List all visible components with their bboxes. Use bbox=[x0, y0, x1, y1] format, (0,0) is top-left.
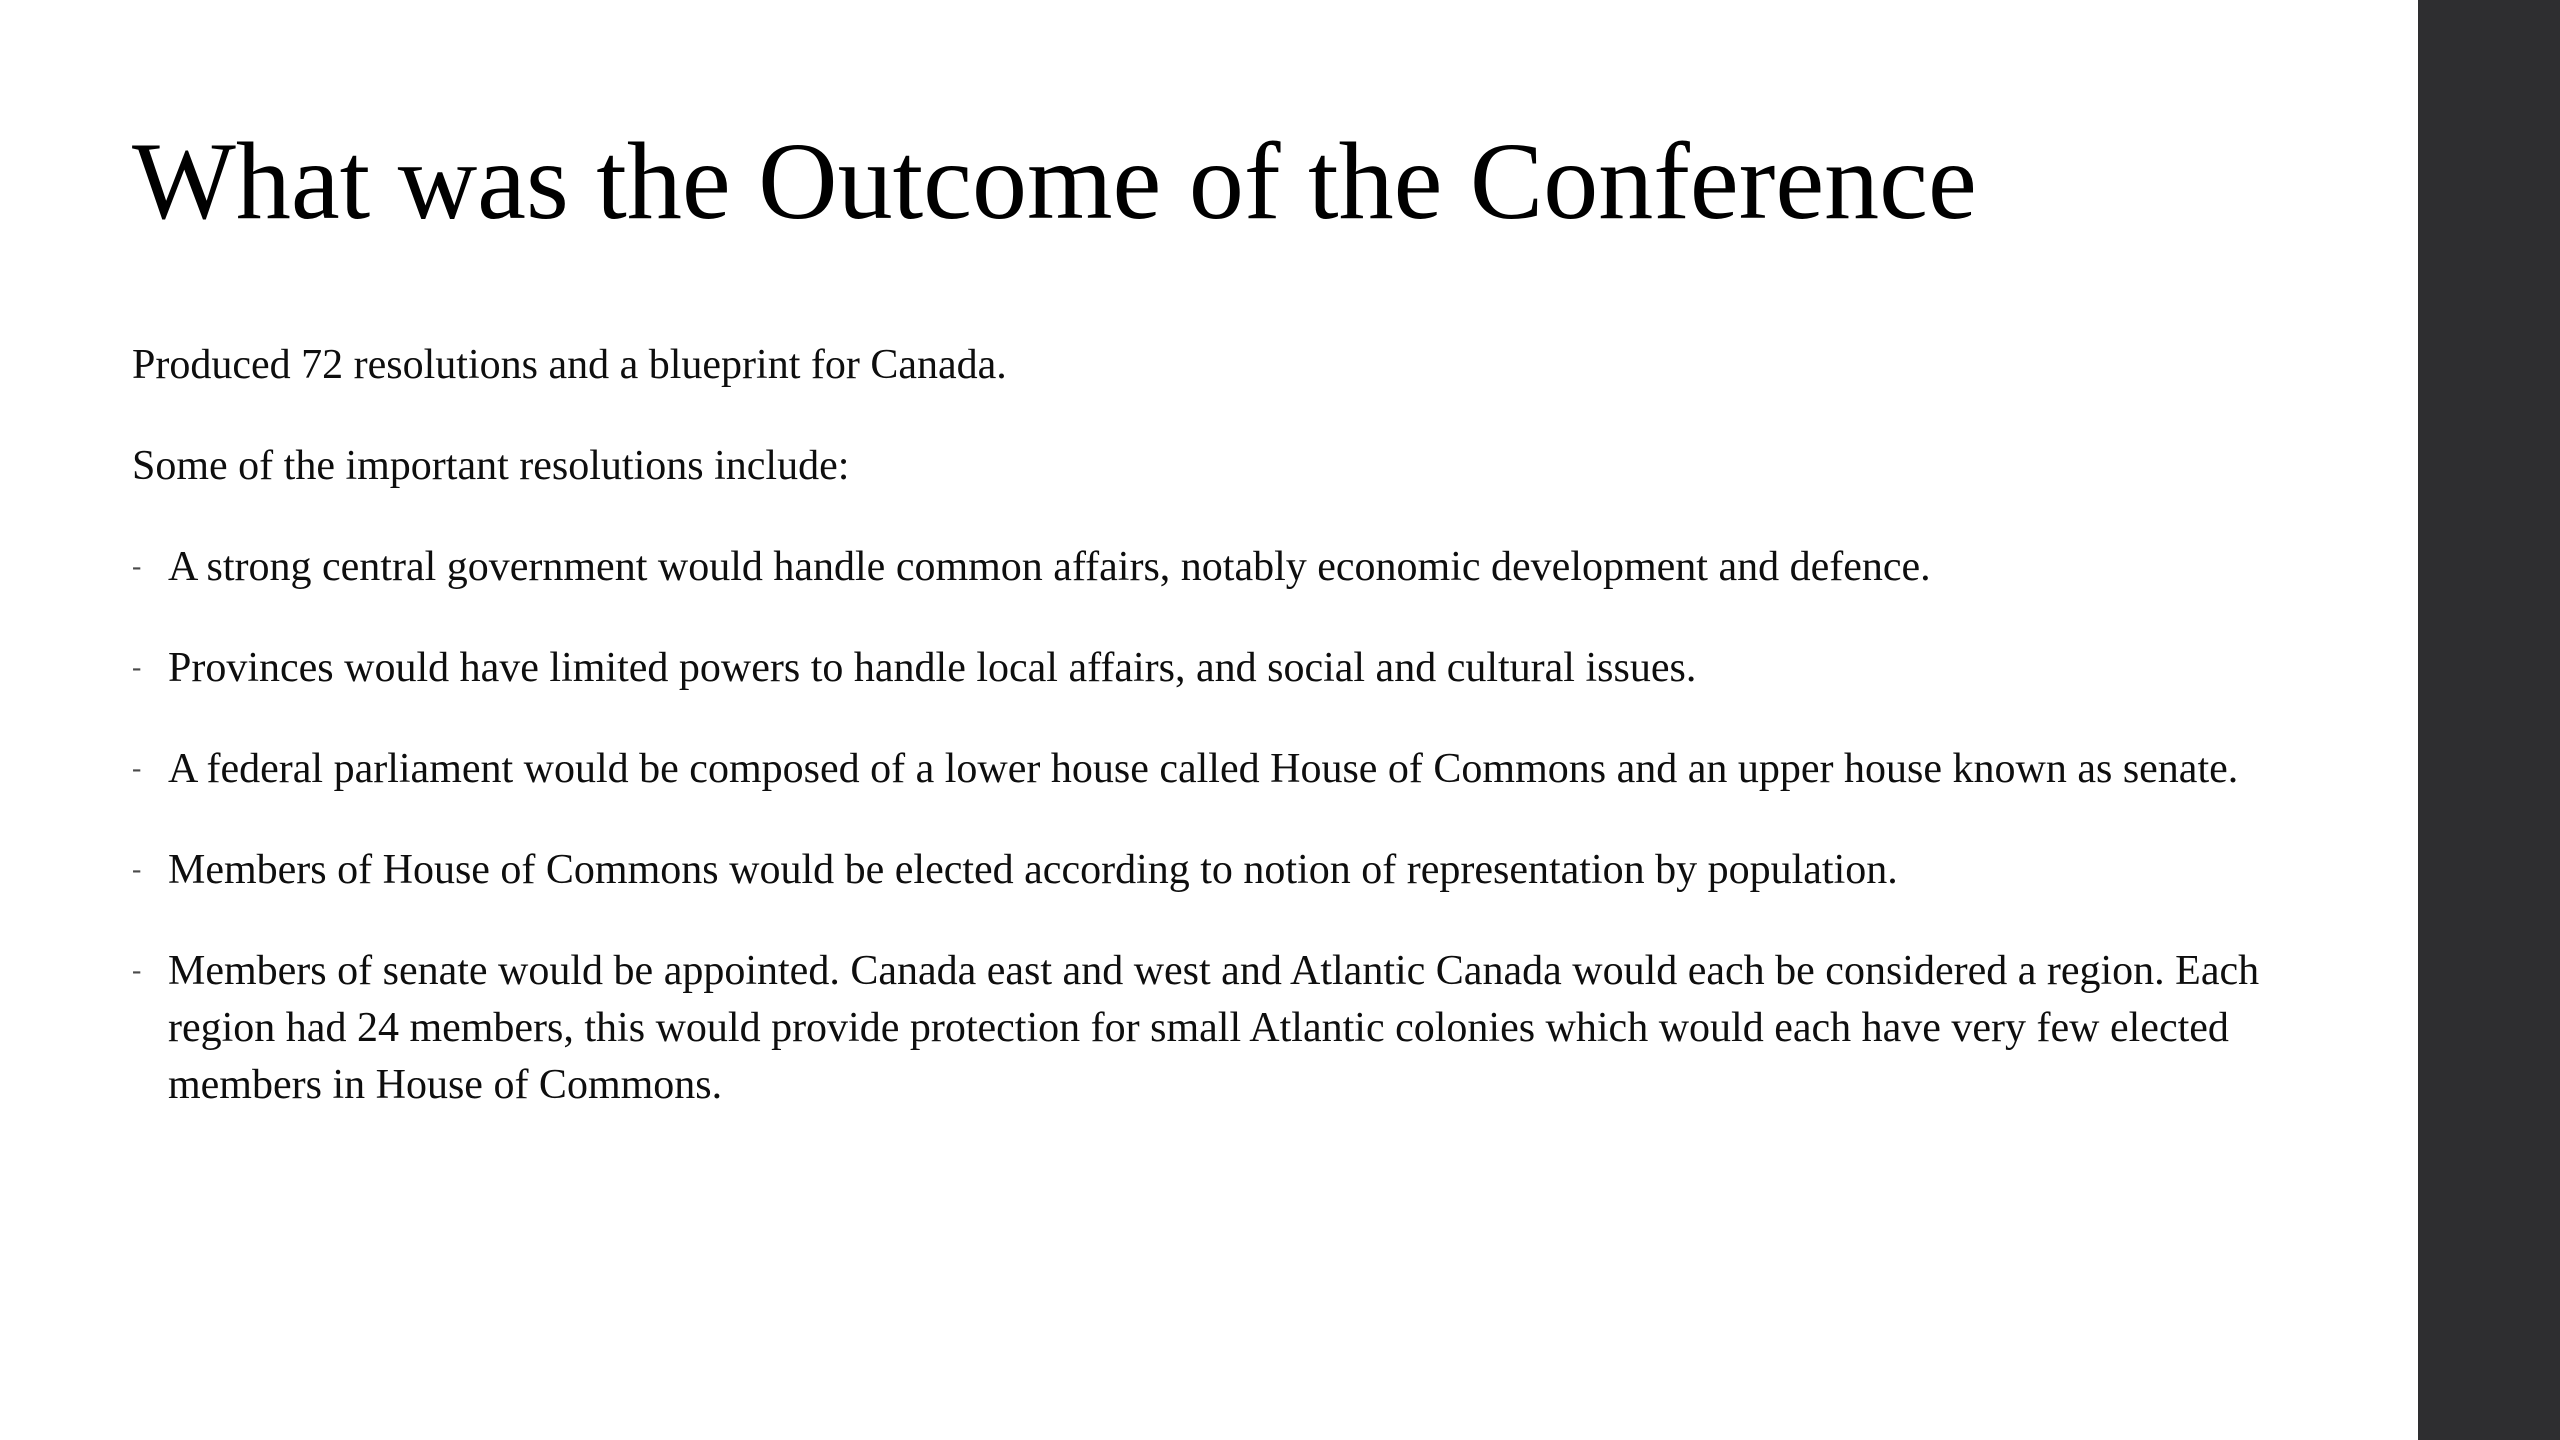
bullet-text: Members of senate would be appointed. Canada east and west and Atlantic Canada would each be considered a region. Each region had 24 members, this would provide protection for small Atlantic colonies which would each have very few elected members in House of Commons. bbox=[168, 948, 2260, 1109]
bullet-marker: - bbox=[132, 955, 142, 987]
bullet-item bbox=[132, 640, 2362, 697]
bullet-item bbox=[132, 842, 2362, 899]
bullet-marker: - bbox=[132, 550, 142, 582]
bullet-marker: - bbox=[132, 752, 142, 784]
bullet-text: A strong central government would handle common affairs, notably economic development and defence. bbox=[168, 543, 1931, 590]
bullet-item bbox=[132, 943, 2362, 1114]
lead-in-paragraph: Some of the important resolutions include: bbox=[132, 442, 850, 489]
bullet-text: Members of House of Commons would be elected according to notion of representation by population. bbox=[168, 847, 1898, 894]
bullet-text: A federal parliament would be composed of a lower house called House of Commons and an upper house known as senate. bbox=[168, 745, 2239, 792]
slide-title: What was the Outcome of the Conference bbox=[132, 120, 1977, 242]
bullet-marker: - bbox=[132, 651, 142, 683]
bullet-item bbox=[132, 741, 2362, 798]
bullet-marker: - bbox=[132, 854, 142, 886]
bullet-item bbox=[132, 539, 2362, 596]
bullet-text: Provinces would have limited powers to handle local affairs, and social and cultural issues. bbox=[168, 644, 1697, 691]
right-accent-bar bbox=[2418, 0, 2560, 1440]
intro-paragraph: Produced 72 resolutions and a blueprint for Canada. bbox=[132, 341, 1007, 388]
